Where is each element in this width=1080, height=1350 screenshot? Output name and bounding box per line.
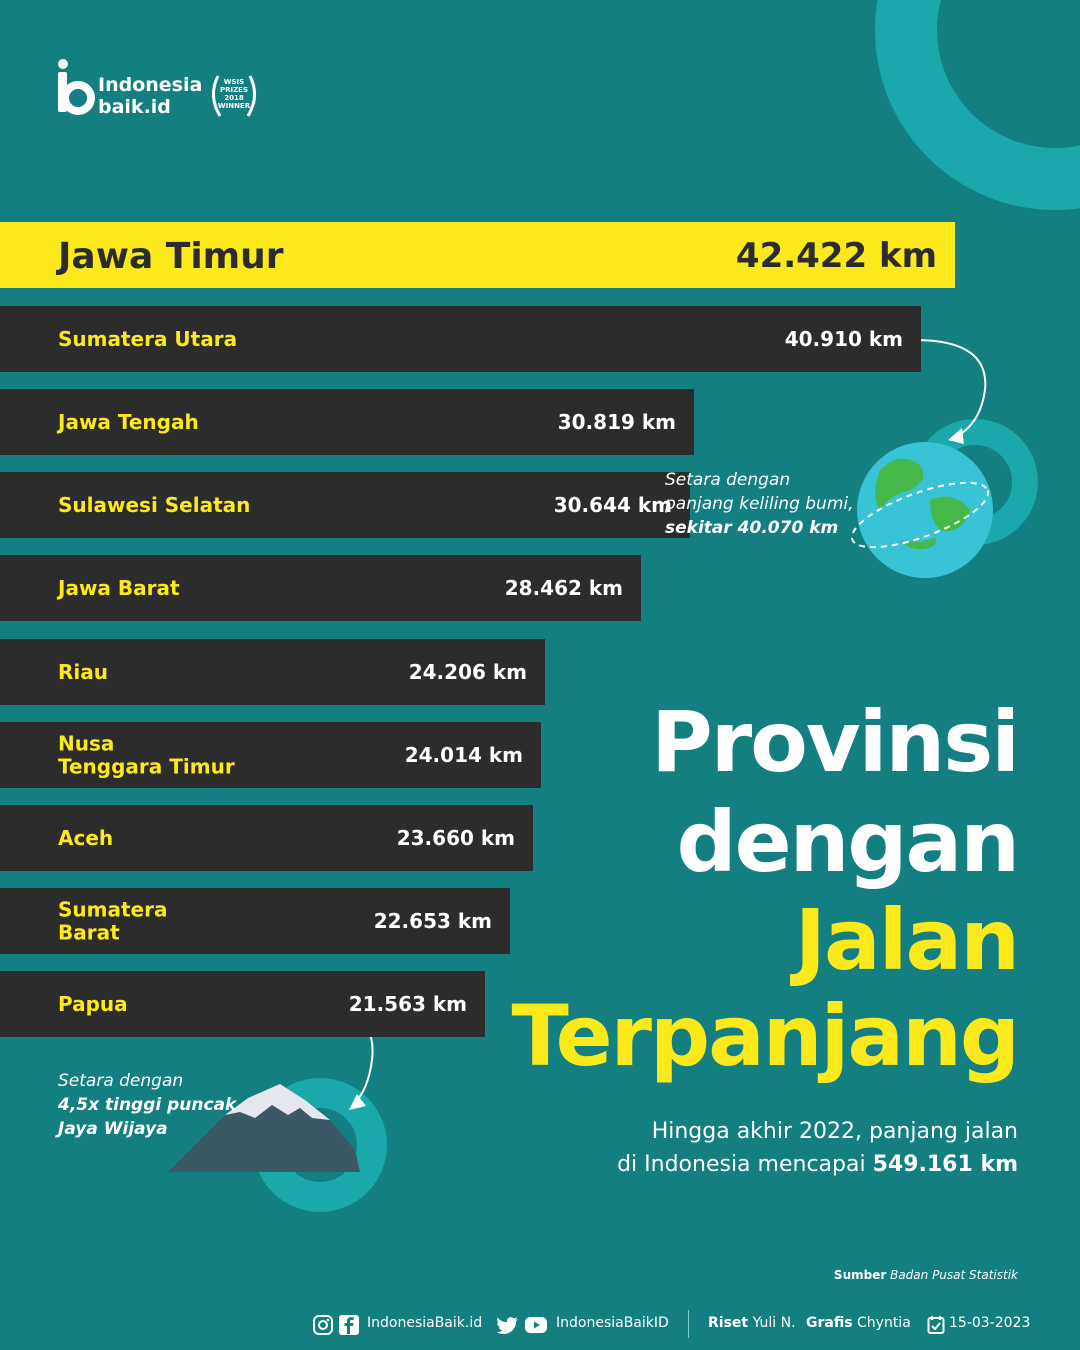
facebook-icon[interactable] [338, 1314, 360, 1336]
footer-handle2[interactable]: IndonesiaBaikID [556, 1315, 669, 1331]
mountain-note-line2: 4,5x tinggi puncak [58, 1095, 237, 1115]
title-line1: Provinsi [651, 693, 1018, 791]
bar-category-label [55, 236, 284, 277]
brand-name-line1: Indonesia [98, 74, 203, 96]
bar-category-label [58, 327, 237, 351]
mountain-note-line1: Setara dengan [58, 1071, 184, 1091]
footer-divider [688, 1310, 689, 1338]
brand-name-line2: baik.id [98, 96, 171, 118]
bar-category-label [58, 992, 128, 1016]
bar-value-label: 42.422 km [735, 236, 937, 276]
bar-value-label: 28.462 km [504, 576, 623, 600]
footer [312, 1310, 1032, 1340]
bar-value-label: 24.014 km [404, 743, 523, 767]
bar-category-label-line: Nusa [58, 731, 115, 756]
bar-value-label: 30.644 km [553, 493, 672, 517]
bar-category-label-line: Sumatera Utara [58, 327, 238, 351]
source-label: Sumber [833, 1268, 887, 1282]
bar-value-label: 24.206 km [408, 660, 527, 684]
footer-date: 15-03-2023 [949, 1315, 1031, 1331]
bar-category-label-line: Jawa Barat [58, 576, 180, 600]
mountain-note-line3: Jaya Wijaya [58, 1119, 168, 1139]
award-line3: 2018 [224, 94, 244, 102]
subtitle-line2: di Indonesia mencapai [617, 1152, 873, 1177]
title-line2: dengan [676, 793, 1018, 891]
subtitle-line1: Hingga akhir 2022, panjang jalan [651, 1119, 1018, 1144]
bar-value-label: 21.563 km [348, 992, 467, 1016]
bar-value-label: 30.819 km [557, 410, 676, 434]
bar-category-label [58, 826, 113, 850]
subtitle [518, 1115, 1018, 1181]
source [834, 1268, 1018, 1282]
award-line2: PRIZES [219, 86, 249, 94]
bar-category-label-line: Sulawesi Selatan [58, 493, 251, 517]
bar-category-label-line: Papua [58, 992, 128, 1016]
earth-illustration [845, 432, 1025, 578]
title-line3: Jalan [794, 891, 1018, 989]
earth-note-line2: panjang keliling bumi, [665, 494, 854, 514]
research-name: Yuli N. [752, 1315, 796, 1331]
bar-category-label [58, 660, 108, 684]
bar-category-label-line: Jawa Tengah [58, 410, 199, 434]
graphic-name: Chyntia [857, 1315, 911, 1331]
bar-category-label-line: Sumatera [58, 897, 168, 922]
bar-value-label: 40.910 km [784, 327, 903, 351]
bar-category-label-line: Tenggara Timur [58, 754, 235, 779]
earth-note [665, 468, 854, 540]
award-line1: WSIS [223, 78, 245, 86]
calendar-icon [927, 1315, 945, 1335]
instagram-icon[interactable] [312, 1314, 334, 1336]
bar-category-label [58, 493, 250, 517]
bar-category-label [56, 410, 199, 434]
source-value: Badan Pusat Statistik [890, 1268, 1018, 1282]
bar-category-label-line: Jawa Timur [58, 236, 284, 277]
bar-category-label-line: Aceh [58, 826, 114, 850]
bar-value-label: 22.653 km [373, 909, 492, 933]
earth-note-line3: sekitar 40.070 km [665, 518, 839, 538]
bar-category-label [56, 576, 180, 600]
title-line4: Terpanjang [511, 987, 1018, 1085]
mountain-note [58, 1069, 236, 1141]
bar-category-label-line: Barat [58, 920, 120, 945]
research-label: Riset [708, 1315, 749, 1331]
bar-category-label-line: Riau [58, 660, 108, 684]
subtitle-total: 549.161 km [872, 1152, 1018, 1177]
youtube-icon[interactable] [524, 1314, 548, 1336]
earth-note-line1: Setara dengan [665, 470, 791, 490]
bar-value-label: 23.660 km [396, 826, 515, 850]
twitter-icon[interactable] [496, 1314, 520, 1336]
graphic-label: Grafis [806, 1315, 853, 1331]
footer-handle1[interactable]: IndonesiaBaik.id [367, 1315, 483, 1331]
award-line4: WINNER [217, 102, 251, 110]
